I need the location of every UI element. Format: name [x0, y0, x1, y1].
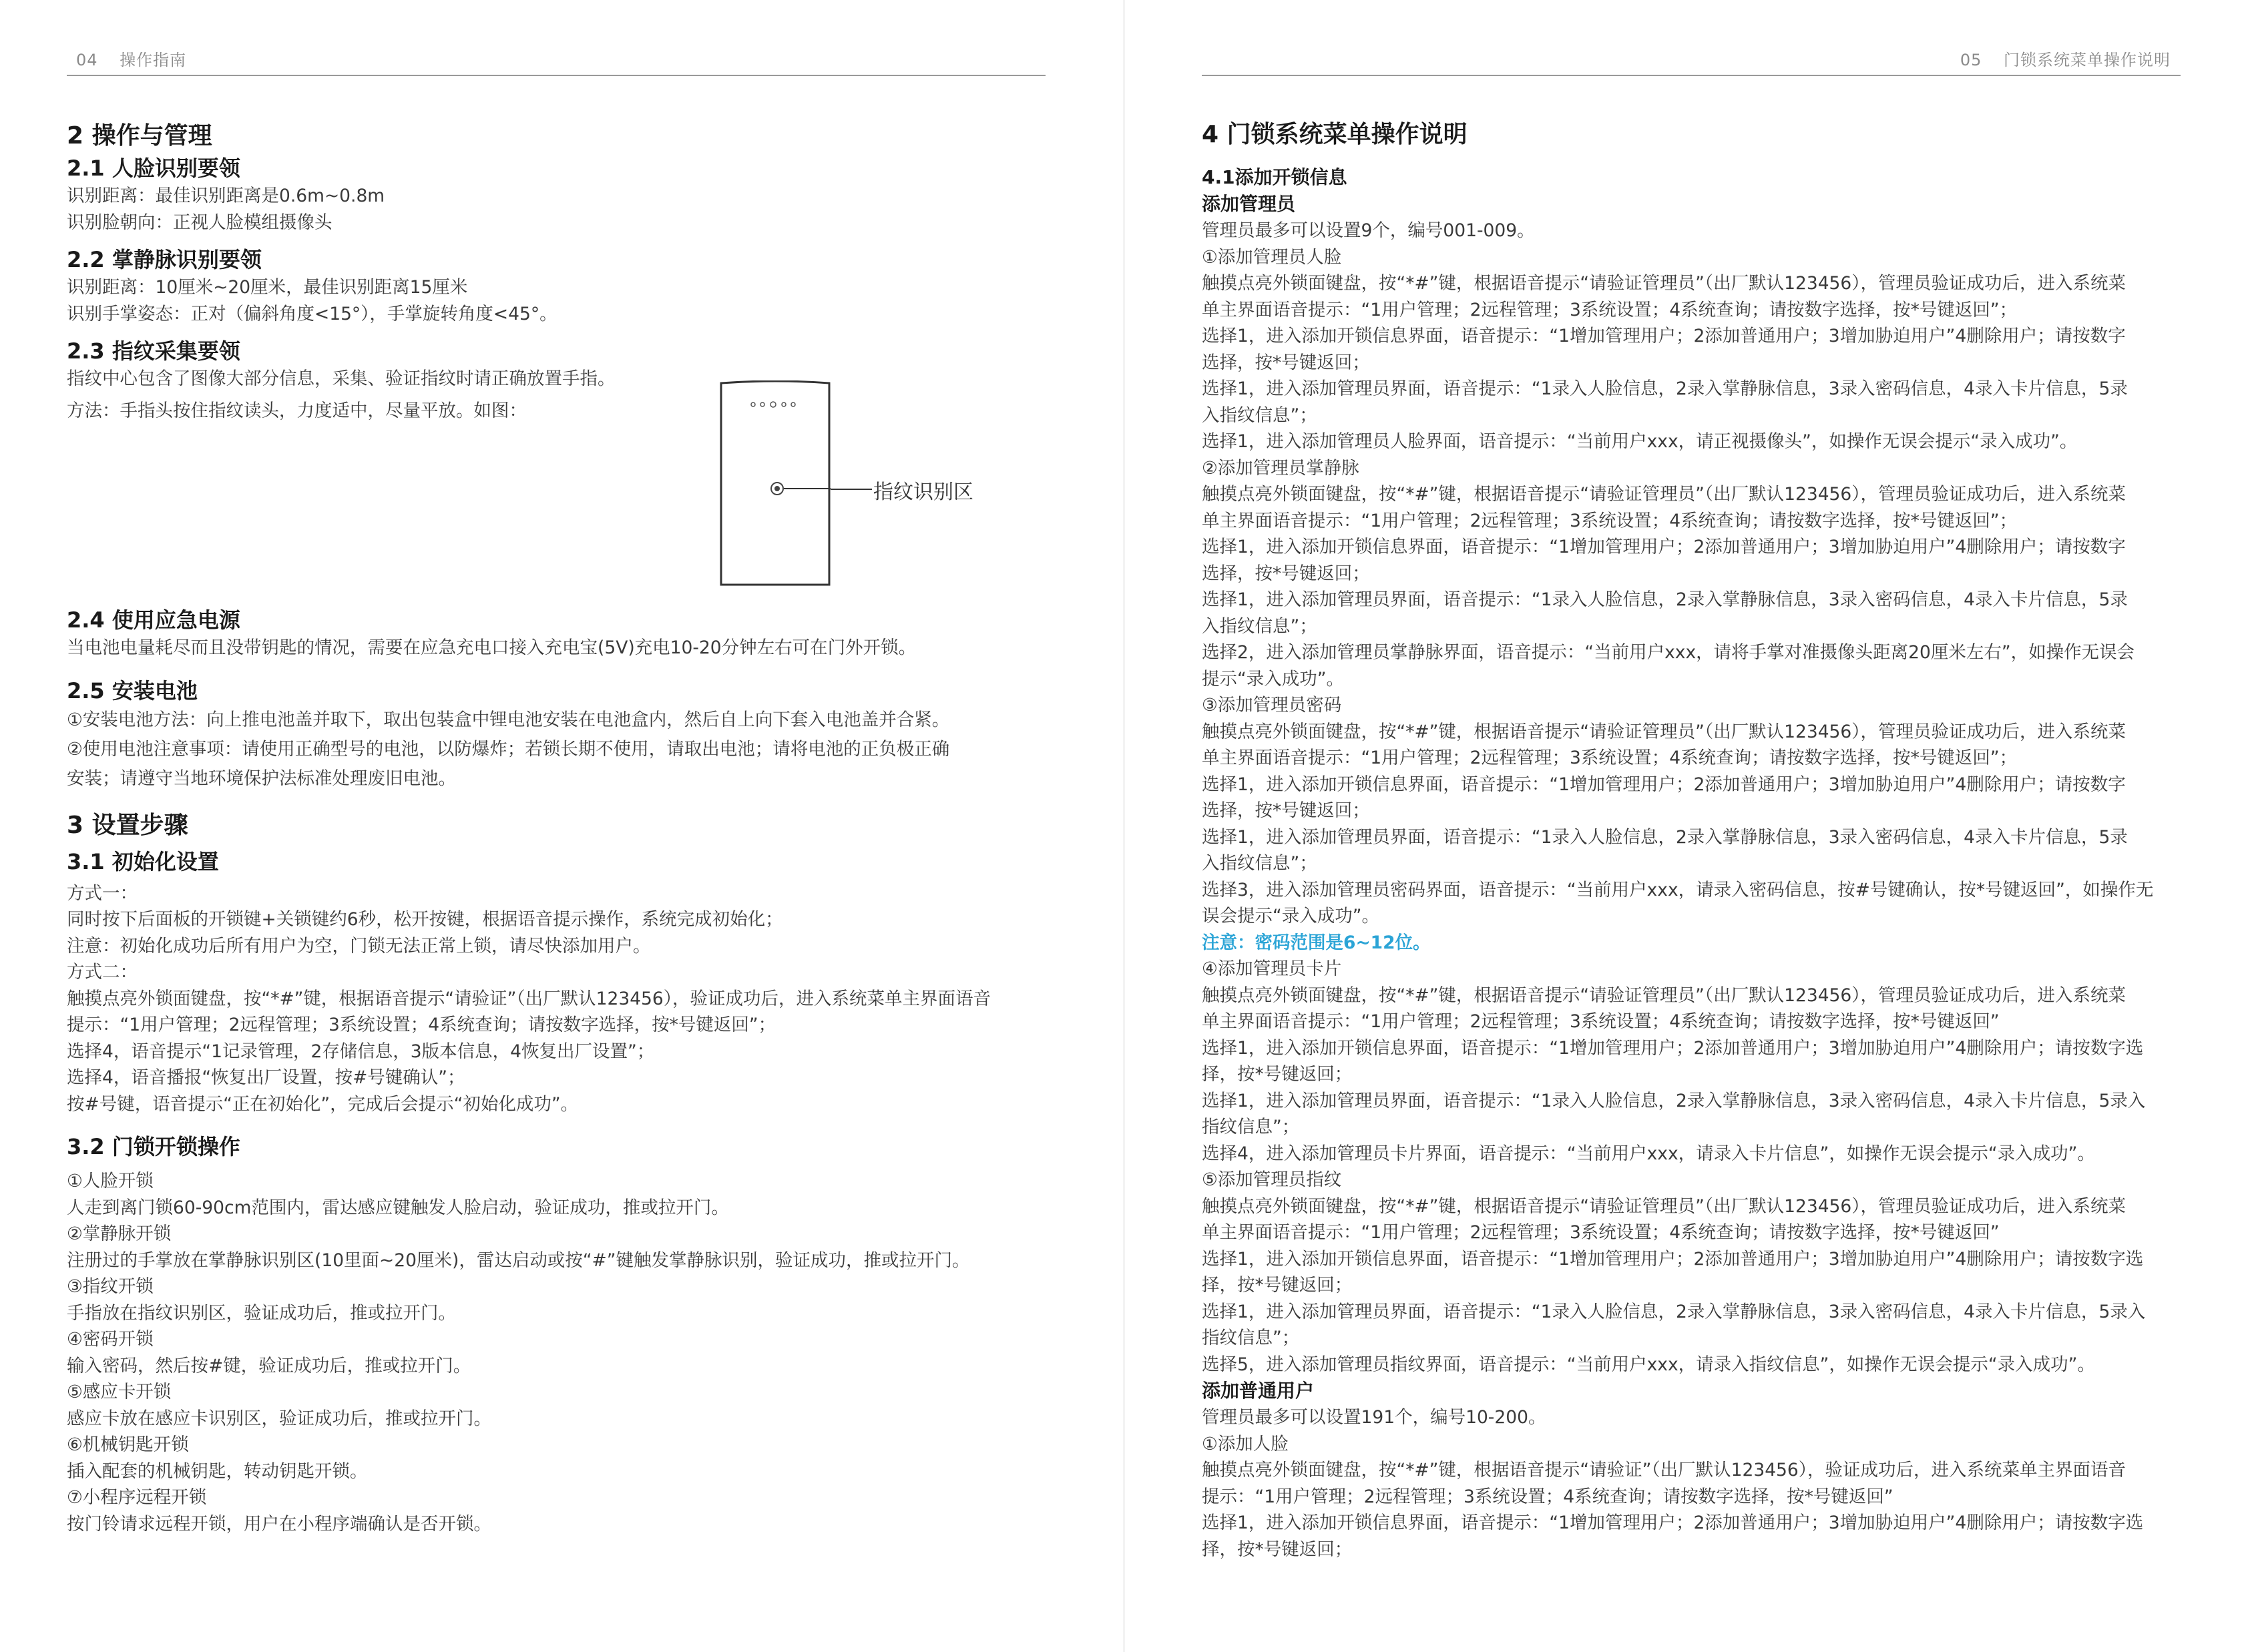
paragraph-line: 选择1，进入添加管理员界面，语音提示：“1录入人脸信息，2录入掌静脉信息，3录入密码信息，4录入卡片信息，5录入	[1202, 1301, 2146, 1322]
paragraph-line: ③指纹开锁	[67, 1276, 154, 1297]
paragraph-line: 插入配套的机械钥匙，转动钥匙开锁。	[67, 1460, 368, 1482]
paragraph-line: 选择1，进入添加开锁信息界面，语音提示：“1增加管理用户；2添加普通用户；3增加胁迫用户”4删除用户；请按数字	[1202, 774, 2126, 795]
subsection-title: 3.1 初始化设置	[67, 848, 219, 874]
paragraph-line: 选择1，进入添加开锁信息界面，语音提示：“1增加管理用户；2添加普通用户；3增加胁迫用户”4删除用户；请按数字选	[1202, 1037, 2144, 1059]
paragraph-line: 识别距离：10厘米~20厘米，最佳识别距离15厘米	[67, 277, 468, 298]
subsection-title: 2.4 使用应急电源	[67, 607, 240, 633]
subsection-title: 2.1 人脸识别要领	[67, 156, 240, 181]
group-title: 添加普通用户	[1202, 1380, 1315, 1402]
paragraph-line: 选择1，进入添加管理员人脸界面，语音提示：“当前用户xxx，请正视摄像头”，如操作无误会提示“录入成功”。	[1202, 431, 2078, 452]
section-title: 2 操作与管理	[67, 122, 212, 150]
paragraph-line: 选择1，进入添加管理员界面，语音提示：“1录入人脸信息，2录入掌静脉信息，3录入密码信息，4录入卡片信息，5录	[1202, 589, 2128, 610]
paragraph-line: 指纹中心包含了图像大部分信息，采集、验证指纹时请正确放置手指。	[67, 368, 616, 389]
paragraph-line: 选择1，进入添加管理员界面，语音提示：“1录入人脸信息，2录入掌静脉信息，3录入密码信息，4录入卡片信息，5录	[1202, 826, 2128, 848]
paragraph-line: 当电池电量耗尽而且没带钥匙的情况，需要在应急充电口接入充电宝(5V)充电10-20分钟左右可在门外开锁。	[67, 637, 917, 658]
group-title: 添加管理员	[1202, 193, 1296, 215]
paragraph-line: ①安装电池方法：向上推电池盖并取下，取出包装盒中锂电池安装在电池盒内，然后自上向下套入电池盖并合紧。	[67, 709, 950, 730]
paragraph-line: 提示：“1用户管理；2远程管理；3系统设置；4系统查询；请按数字选择，按*号键返回”	[1202, 1486, 1893, 1507]
paragraph-line: ⑤添加管理员指纹	[1202, 1169, 1342, 1190]
paragraph-line: 单主界面语音提示：“1用户管理；2远程管理；3系统设置；4系统查询；请按数字选择，按*号键返回”；	[1202, 748, 2018, 768]
paragraph-line: 同时按下后面板的开锁键+关锁键约6秒，松开按键，根据语音提示操作，系统完成初始化；	[67, 909, 783, 930]
paragraph-line: 选择3，进入添加管理员密码界面，语音提示：“当前用户xxx，请录入密码信息，按#号键确认，按*号键返回”，如操作无	[1202, 879, 2154, 900]
paragraph-line: 触摸点亮外锁面键盘，按“*#”键，根据语音提示“请验证管理员”（出厂默认123456），管理员验证成功后，进入系统菜	[1202, 985, 2126, 1006]
subsection-title: 2.3 指纹采集要领	[67, 338, 240, 364]
paragraph-line: 指纹信息”；	[1202, 1328, 1300, 1348]
paragraph-line: ③添加管理员密码	[1202, 695, 1342, 716]
paragraph-line: 方法：手指头按住指纹读头，力度适中，尽量平放。如图：	[67, 400, 527, 421]
paragraph-line: 方式一：	[67, 882, 138, 904]
paragraph-line: 触摸点亮外锁面键盘，按“*#”键，根据语音提示“请验证”（出厂默认123456），验证成功后，进入系统菜单主界面语音	[1202, 1460, 2126, 1480]
paragraph-line: 选择4，语音提示“1记录管理，2存储信息，3版本信息，4恢复出厂设置”；	[67, 1041, 655, 1062]
indicator-icons	[751, 402, 795, 407]
paragraph-line: 入指纹信息”；	[1202, 853, 1317, 874]
paragraph-line: 提示：“1用户管理；2远程管理；3系统设置；4系统查询；请按数字选择，按*号键返回”；	[67, 1015, 776, 1035]
callout-line	[831, 488, 872, 491]
paragraph-line: 人走到离门锁60-90cm范围内，雷达感应键触发人脸启动，验证成功，推或拉开门。	[67, 1197, 729, 1218]
paragraph-line: ⑦小程序远程开锁	[67, 1487, 207, 1508]
section-title: 3 设置步骤	[67, 811, 188, 839]
paragraph-line: 识别距离：最佳识别距离是0.6m~0.8m	[67, 186, 385, 206]
paragraph-line: 触摸点亮外锁面键盘，按“*#”键，根据语音提示“请验证管理员”（出厂默认123456），管理员验证成功后，进入系统菜	[1202, 1195, 2126, 1217]
paragraph-line: 选择，按*号键返回；	[1202, 352, 1370, 373]
paragraph-line: ①添加管理员人脸	[1202, 246, 1342, 268]
fingerprint-sensor-icon	[771, 483, 783, 495]
paragraph-line: ①添加人脸	[1202, 1433, 1289, 1454]
paragraph-line: 识别手掌姿态：正对（偏斜角度<15°），手掌旋转角度<45°。	[67, 303, 557, 324]
paragraph-line: 入指纹信息”；	[1202, 404, 1317, 426]
paragraph-line: 选择1，进入添加开锁信息界面，语音提示：“1增加管理用户；2添加普通用户；3增加胁迫用户”4删除用户；请按数字	[1202, 326, 2126, 346]
paragraph-line: 指纹信息”；	[1202, 1117, 1300, 1137]
paragraph-line: 输入密码，然后按#键，验证成功后，推或拉开门。	[67, 1355, 471, 1376]
paragraph-line: 方式二：	[67, 962, 138, 983]
paragraph-line: 管理员最多可以设置9个，编号001-009。	[1202, 220, 1535, 241]
paragraph-line: ②掌静脉开锁	[67, 1223, 172, 1244]
header-divider	[1202, 75, 2181, 76]
paragraph-line: 选择1，进入添加管理员界面，语音提示：“1录入人脸信息，2录入掌静脉信息，3录入密码信息，4录入卡片信息，5录	[1202, 378, 2128, 399]
right-page-header	[1960, 47, 2171, 70]
paragraph-line: ⑥机械钥匙开锁	[67, 1434, 189, 1455]
fingerprint-area-label: 指纹识别区	[873, 481, 973, 504]
header-divider	[67, 75, 1046, 76]
paragraph-line: 误会提示“录入成功”。	[1202, 906, 1379, 926]
paragraph-line: 选择2，进入添加管理员掌静脉界面，语音提示：“当前用户xxx，请将手掌对准摄像头距离20厘米左右”，如操作无误会	[1202, 642, 2135, 663]
section-title: 4 门锁系统菜单操作说明	[1202, 121, 1468, 148]
paragraph-line: 按门铃请求远程开锁，用户在小程序端确认是否开锁。	[67, 1513, 491, 1535]
door-lock-figure	[720, 380, 831, 587]
paragraph-line: 触摸点亮外锁面键盘，按“*#”键，根据语音提示“请验证管理员”（出厂默认123456），管理员验证成功后，进入系统菜	[1202, 721, 2126, 742]
paragraph-line: 择，按*号键返回；	[1202, 1539, 1353, 1560]
paragraph-line: 选择4，进入添加管理员卡片界面，语音提示：“当前用户xxx，请录入卡片信息”，如操作无误会提示“录入成功”。	[1202, 1143, 2095, 1164]
paragraph-line: 择，按*号键返回；	[1202, 1275, 1353, 1296]
paragraph-line: 选择5，进入添加管理员指纹界面，语音提示：“当前用户xxx，请录入指纹信息”，如操作无误会提示“录入成功”。	[1202, 1354, 2095, 1375]
paragraph-line: ④密码开锁	[67, 1329, 154, 1350]
subsection-title: 2.5 安装电池	[67, 677, 198, 704]
page-header-title: 门锁系统菜单操作说明	[2004, 51, 2171, 69]
paragraph-line: 选择1，进入添加管理员界面，语音提示：“1录入人脸信息，2录入掌静脉信息，3录入密码信息，4录入卡片信息，5录入	[1202, 1090, 2146, 1111]
paragraph-line: 选择4，语音播报“恢复出厂设置，按#号键确认”；	[67, 1067, 465, 1088]
paragraph-line: 单主界面语音提示：“1用户管理；2远程管理；3系统设置；4系统查询；请按数字选择，按*号键返回”	[1202, 1222, 2000, 1243]
subsection-title: 2.2 掌静脉识别要领	[67, 247, 262, 272]
paragraph-line: 注册过的手掌放在掌静脉识别区(10里面~20厘米)，雷达启动或按“#”键触发掌静脉识别，验证成功，推或拉开门。	[67, 1250, 970, 1271]
right-content	[1202, 117, 2203, 1563]
paragraph-line: 手指放在指纹识别区，验证成功后，推或拉开门。	[67, 1302, 456, 1324]
paragraph-line: 触摸点亮外锁面键盘，按“*#”键，根据语音提示“请验证管理员”（出厂默认123456），管理员验证成功后，进入系统菜	[1202, 484, 2126, 505]
paragraph-line: 感应卡放在感应卡识别区，验证成功后，推或拉开门。	[67, 1408, 491, 1429]
paragraph-line: 识别脸朝向：正视人脸模组摄像头	[67, 212, 332, 233]
paragraph-line: ②使用电池注意事项：请使用正确型号的电池，以防爆炸；若锁长期不使用，请取出电池；请将电池的正负极正确	[67, 738, 950, 760]
paragraph-line: 选择，按*号键返回；	[1202, 563, 1370, 584]
paragraph-line: 择，按*号键返回；	[1202, 1064, 1353, 1085]
paragraph-line: ①人脸开锁	[67, 1171, 154, 1191]
paragraph-line: 触摸点亮外锁面键盘，按“*#”键，根据语音提示“请验证”（出厂默认123456），验证成功后，进入系统菜单主界面语音	[67, 988, 991, 1009]
paragraph-line: 提示“录入成功”。	[1202, 668, 1344, 690]
subsection-title: 3.2 门锁开锁操作	[67, 1134, 240, 1159]
paragraph-line: 选择，按*号键返回；	[1202, 800, 1370, 821]
paragraph-line: 单主界面语音提示：“1用户管理；2远程管理；3系统设置；4系统查询；请按数字选择，按*号键返回”	[1202, 1011, 2000, 1032]
password-range-note: 注意：密码范围是6~12位。	[1202, 932, 1431, 953]
paragraph-line: 触摸点亮外锁面键盘，按“*#”键，根据语音提示“请验证管理员”（出厂默认123456），管理员验证成功后，进入系统菜	[1202, 273, 2126, 294]
paragraph-line: 注意：初始化成功后所有用户为空，门锁无法正常上锁，请尽快添加用户。	[67, 935, 651, 956]
paragraph-line: ⑤感应卡开锁	[67, 1382, 172, 1402]
paragraph-line: 入指纹信息”；	[1202, 615, 1317, 637]
paragraph-line: ④添加管理员卡片	[1202, 958, 1342, 979]
paragraph-line: 单主界面语音提示：“1用户管理；2远程管理；3系统设置；4系统查询；请按数字选择，按*号键返回”；	[1202, 510, 2018, 531]
subsection-title: 4.1添加开锁信息	[1202, 166, 1347, 188]
paragraph-line: 选择1，进入添加开锁信息界面，语音提示：“1增加管理用户；2添加普通用户；3增加胁迫用户”4删除用户；请按数字选	[1202, 1512, 2144, 1533]
paragraph-line: 单主界面语音提示：“1用户管理；2远程管理；3系统设置；4系统查询；请按数字选择，按*号键返回”；	[1202, 299, 2018, 320]
left-page-header	[76, 47, 186, 70]
paragraph-line: 安装；请遵守当地环境保护法标准处理废旧电池。	[67, 768, 456, 789]
page-number: 05	[1960, 51, 1982, 69]
paragraph-line: ②添加管理员掌静脉	[1202, 457, 1359, 479]
left-content	[67, 119, 1068, 1537]
paragraph-line: 选择1，进入添加开锁信息界面，语音提示：“1增加管理用户；2添加普通用户；3增加胁迫用户”4删除用户；请按数字	[1202, 537, 2126, 557]
paragraph-line: 管理员最多可以设置191个，编号10-200。	[1202, 1407, 1546, 1428]
right-page	[1124, 0, 2248, 1652]
page-number: 04	[76, 51, 98, 69]
paragraph-line: 选择1，进入添加开锁信息界面，语音提示：“1增加管理用户；2添加普通用户；3增加胁迫用户”4删除用户；请按数字选	[1202, 1248, 2144, 1270]
page-header-title: 操作指南	[120, 51, 187, 69]
paragraph-line: 按#号键，语音提示“正在初始化”，完成后会提示“初始化成功”。	[67, 1093, 579, 1115]
